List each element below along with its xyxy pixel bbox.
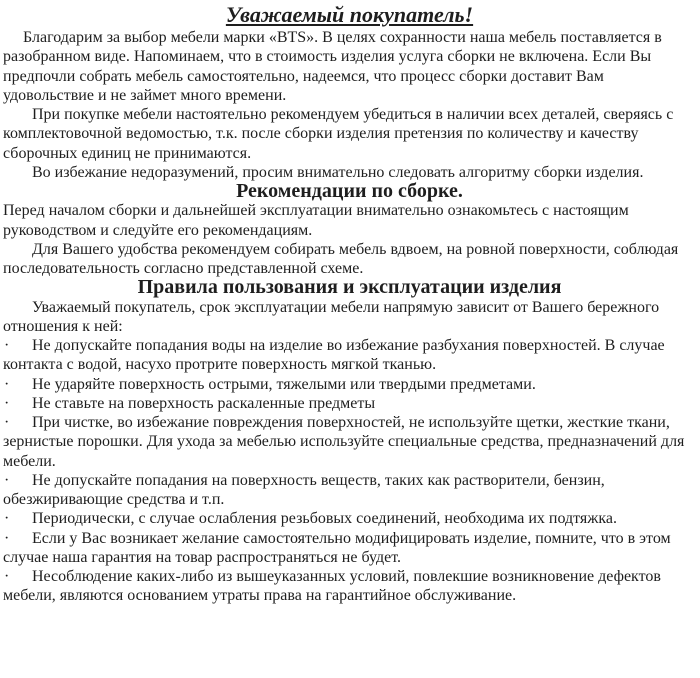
bullet-text: При чистке, во избежание повреждения поверхностей, не используйте щетки, жесткие ткани, зернистые порошки. Для ухода за мебелью используйте специальные средства, предназначений для мебели. xyxy=(3,414,685,470)
bullet-marker: · xyxy=(4,510,10,528)
intro-paragraph-3: Во избежание недоразумений, просим внимательно следовать алгоритму сборки изделия. xyxy=(32,163,644,181)
bullet-item xyxy=(3,567,696,606)
bullet-marker: · xyxy=(4,568,10,585)
bullet-marker: · xyxy=(4,471,10,489)
intro-paragraph-1: Благодарим за выбор мебели марки «BTS». В целях сохранности наша мебель поставляется в разобранном виде. Напоминаем, что в стоимость изделия услуга сборки не включена. Если Вы предпочли собрать мебель самостоятельно, надеемся, что процесс сборки доставит Вам удовольствие и не займет много времени. xyxy=(3,29,662,104)
bullet-item xyxy=(3,336,696,375)
bullet-item xyxy=(3,509,696,528)
bullet-text: Периодически, с случае ослабления резьбовых соединений, необходима их подтяжка. xyxy=(32,510,617,528)
bullet-text: Несоблюдение каких-либо из вышеуказанных условий, повлекшие возникновение дефектов мебели, являются основанием утраты права на гарантийное обслуживание. xyxy=(3,568,661,605)
assembly-section-heading: Рекомендации по сборке. xyxy=(236,180,463,202)
bullet-marker: · xyxy=(4,529,10,547)
bullet-item xyxy=(3,394,696,413)
bullet-item xyxy=(3,375,696,394)
bullet-text: Не ставьте на поверхность раскаленные предметы xyxy=(32,394,376,412)
bullet-marker: · xyxy=(4,337,10,354)
bullet-marker: · xyxy=(4,375,10,393)
document-title: Уважаемый покупатель! xyxy=(225,2,474,27)
intro-paragraph-2: При покупке мебели настоятельно рекомендуем убедиться в наличии всех деталей, сверяясь с комплектовочной ведомостью, т.к. после сборки изделия претензия по количеству и качеству сборочных единиц не принимаются. xyxy=(3,106,674,162)
bullet-text: Если у Вас возникает желание самостоятельно модифицировать изделие, помните, что в этом случае наша гарантия на товар распространяться не будет. xyxy=(3,529,671,566)
bullet-item xyxy=(3,529,696,568)
assembly-paragraph-1: Перед началом сборки и дальнейшей эксплуатации внимательно ознакомьтесь с настоящим руководством и следуйте его рекомендациям. xyxy=(3,202,629,239)
bullet-marker: · xyxy=(4,414,10,431)
bullet-item xyxy=(3,471,696,510)
bullet-text: Не ударяйте поверхность острыми, тяжелыми или твердыми предметами. xyxy=(32,375,536,393)
bullet-item xyxy=(3,413,696,471)
usage-lead-paragraph: Уважаемый покупатель, срок эксплуатации мебели напрямую зависит от Вашего бережного отношения к ней: xyxy=(3,298,660,335)
bullet-marker: · xyxy=(4,394,10,412)
usage-section-heading: Правила пользования и эксплуатации изделия xyxy=(137,276,562,299)
bullet-text: Не допускайте попадания на поверхность веществ, таких как растворители, бензин, обезжиривающие средства и т.п. xyxy=(3,471,605,508)
bullet-text: Не допускайте попадания воды на изделие во избежание разбухания поверхностей. В случае контакта с водой, насухо протрите поверхность мягкой тканью. xyxy=(3,337,665,374)
assembly-paragraph-2: Для Вашего удобства рекомендуем собирать мебель вдвоем, на ровной поверхности, соблюдая последовательность согласно представленной схеме. xyxy=(3,240,679,277)
